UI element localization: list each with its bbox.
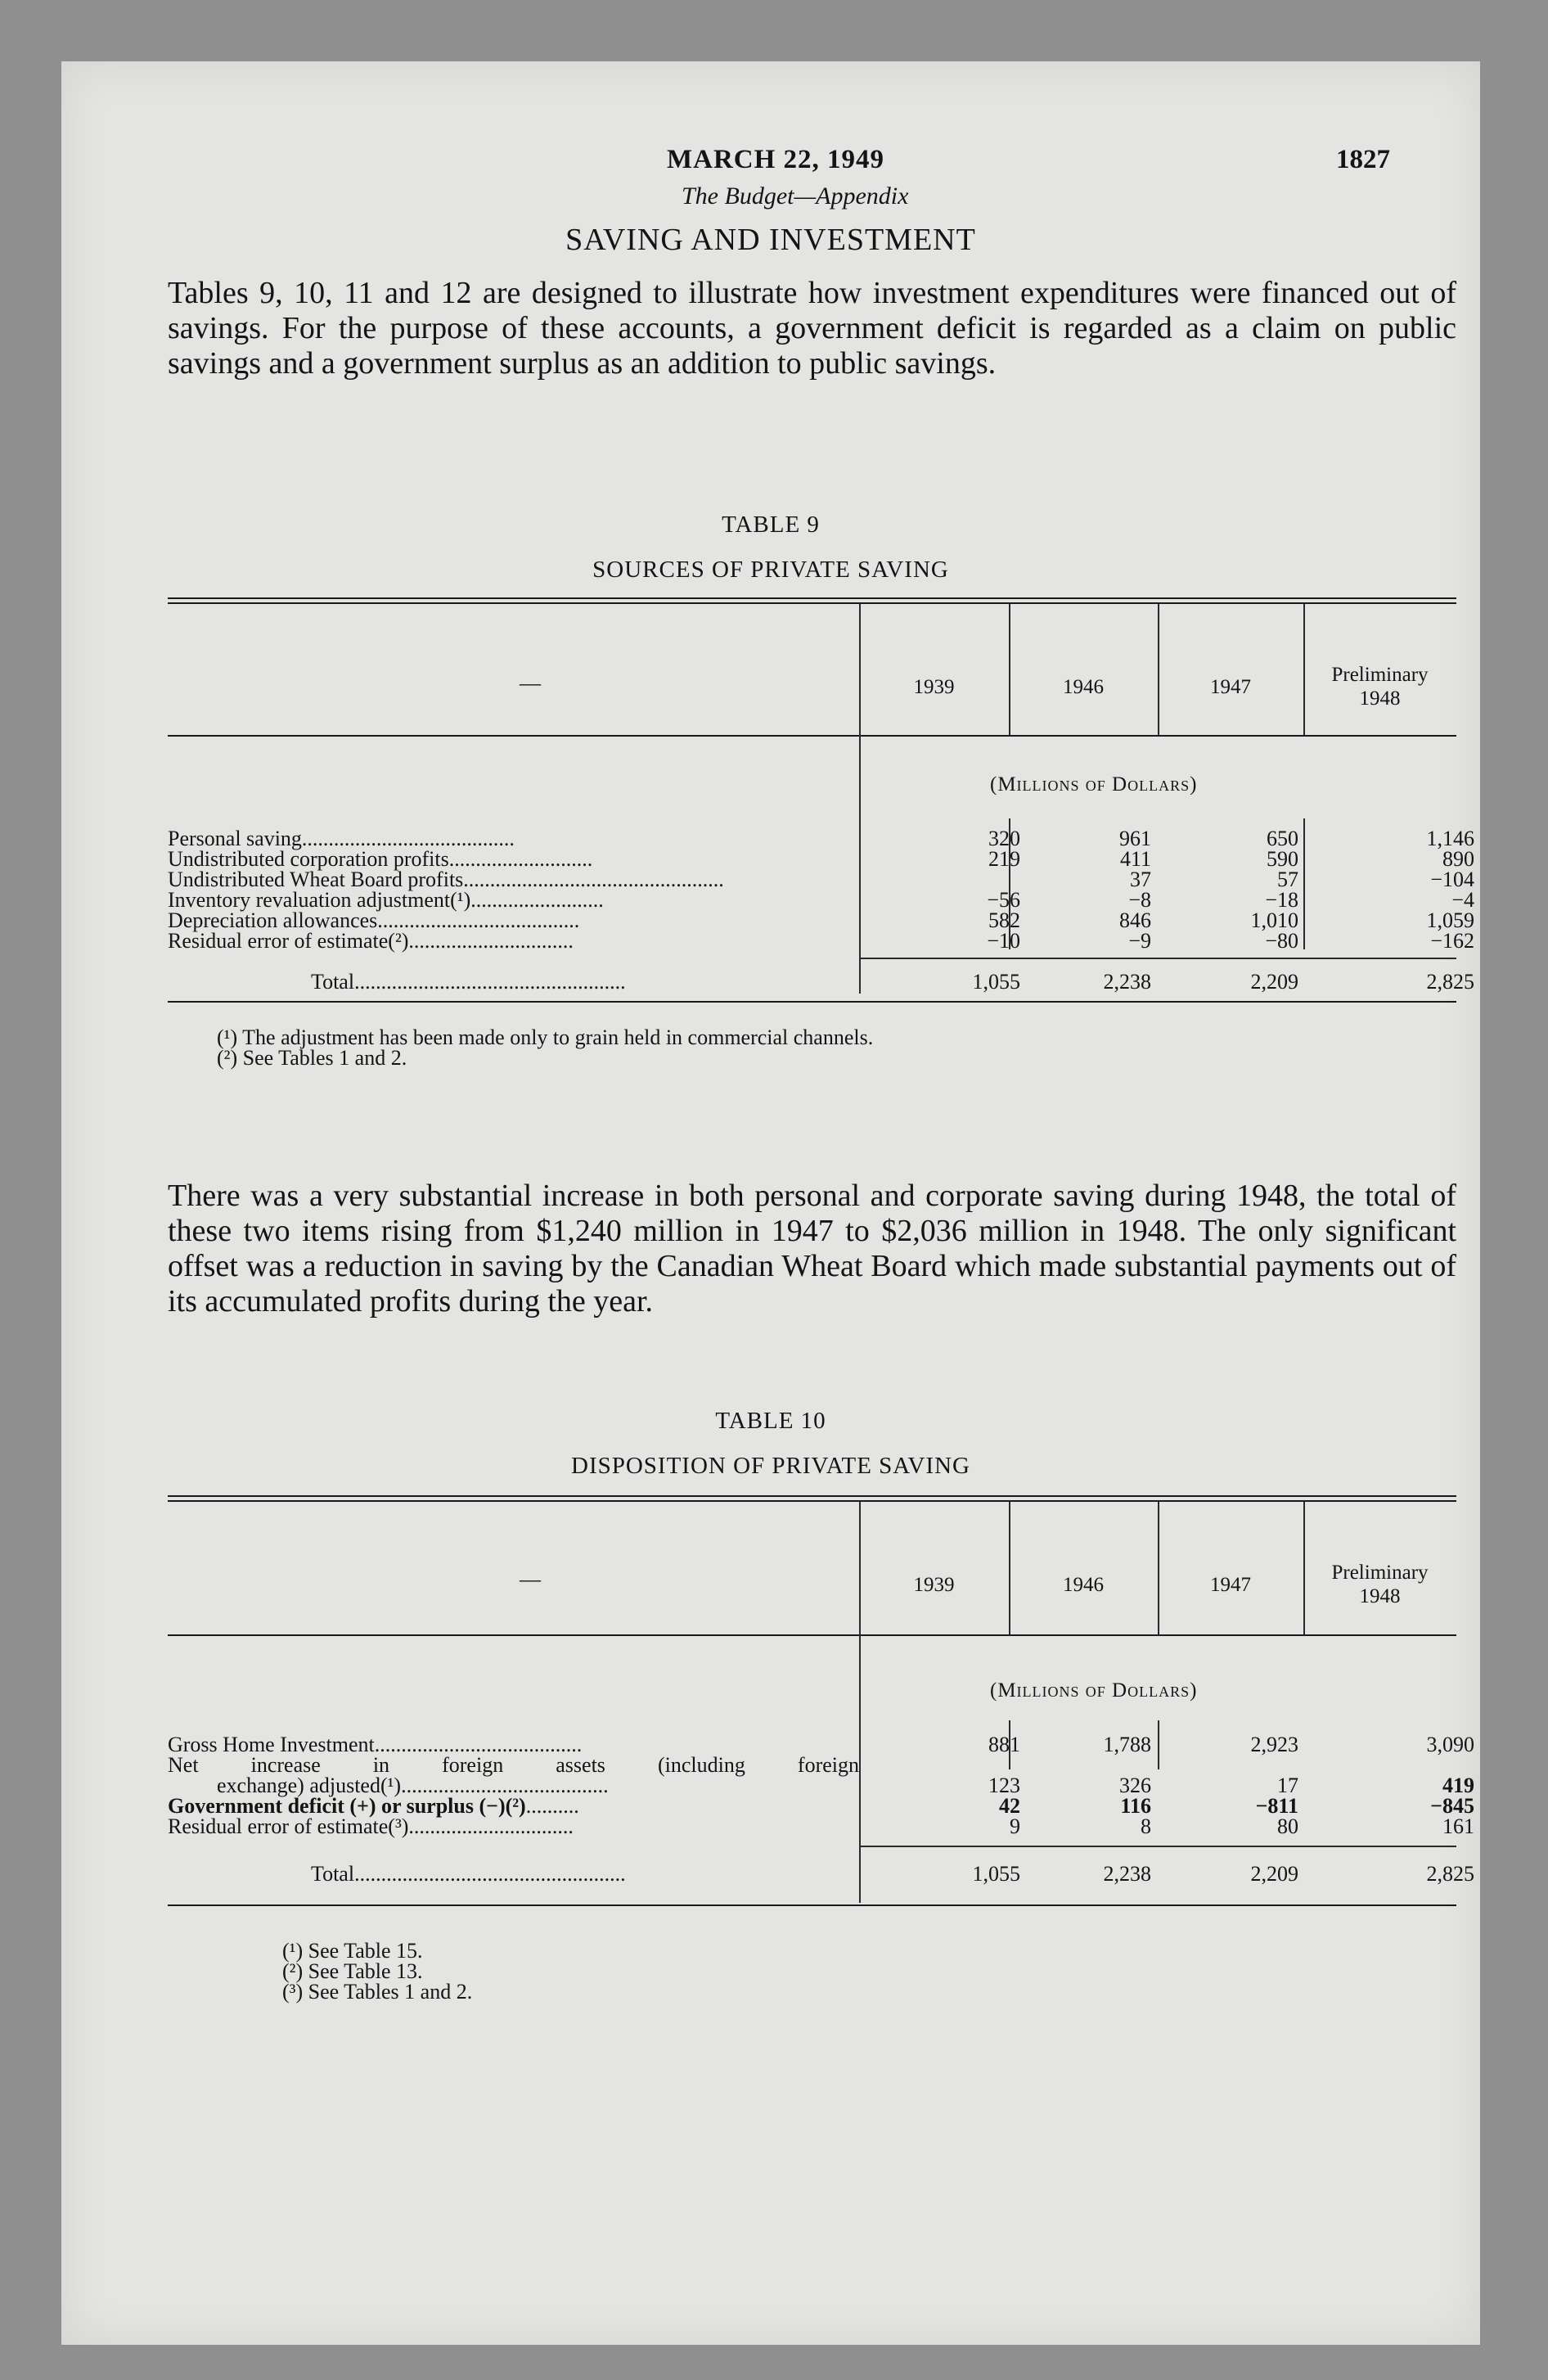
cell: 650 [1267, 827, 1298, 850]
cell: 582 [988, 908, 1020, 932]
table-rule [168, 1001, 1456, 1003]
column-header-line: Preliminary [1331, 1562, 1429, 1584]
column-header: 1939 [913, 1574, 955, 1596]
cell: 9 [1010, 1814, 1020, 1838]
leader-dots: ................................................. [463, 868, 724, 891]
table-row [168, 929, 1474, 953]
cell: 326 [1119, 1774, 1151, 1797]
row-label: Depreciation allowances [168, 908, 378, 932]
table-rule [168, 1495, 1456, 1497]
table-total-row [168, 970, 1474, 994]
cell: 17 [1277, 1774, 1298, 1797]
footnote: (²) See Table 13. [282, 1959, 423, 1983]
cell: 961 [1119, 827, 1151, 850]
footnote: (¹) The adjustment has been made only to grain held in commercial channels. [217, 1025, 874, 1049]
cell: 2,238 [1103, 970, 1151, 994]
leader-dots: ....................................... [401, 1774, 609, 1797]
cell: 219 [988, 847, 1020, 871]
table-rule [168, 1904, 1456, 1906]
cell: 2,209 [1250, 1862, 1298, 1886]
column-header: 1946 [1063, 1574, 1104, 1596]
table-rule [168, 1634, 1456, 1636]
cell: −18 [1265, 888, 1298, 912]
cell: 1,055 [972, 970, 1020, 994]
cell: 1,010 [1250, 908, 1298, 932]
table-total-row [168, 1862, 1474, 1886]
cell: 1,059 [1426, 908, 1474, 932]
header-subtitle: The Budget—Appendix [682, 183, 909, 210]
cell: −56 [987, 888, 1020, 912]
cell: 411 [1119, 847, 1151, 871]
row-label: Government deficit (+) or surplus (−)(²) [168, 1794, 526, 1818]
leader-dots: ........................... [448, 847, 593, 871]
leader-dots: ............................... [408, 929, 574, 953]
column-header: 1946 [1063, 676, 1104, 698]
leader-dots: ................................................... [354, 970, 626, 994]
column-header: 1939 [913, 676, 955, 698]
section-title: SAVING AND INVESTMENT [565, 223, 976, 257]
document-page [61, 61, 1480, 2345]
cell: 123 [988, 1774, 1020, 1797]
cell: 1,146 [1426, 827, 1474, 850]
cell: 320 [988, 827, 1020, 850]
table9-label: TABLE 9 [722, 512, 820, 538]
intro-paragraph: Tables 9, 10, 11 and 12 are designed to illustrate how investment expenditures were financed out of savings. For the purpose of these accounts, a government deficit is regarded as a claim on public savings and a government surplus as an addition to public savings. [168, 276, 1456, 381]
cell: −811 [1255, 1794, 1298, 1818]
cell: 590 [1267, 847, 1298, 871]
table10 [168, 1495, 1474, 2052]
table-rule [168, 735, 1456, 737]
table9-title: SOURCES OF PRIVATE SAVING [592, 557, 949, 583]
table10-title: DISPOSITION OF PRIVATE SAVING [571, 1453, 970, 1479]
subtotal-rule [859, 958, 1456, 959]
table-rule [168, 602, 1456, 604]
cell: −4 [1451, 888, 1474, 912]
column-header-line: 1948 [1359, 1585, 1401, 1607]
column-header-line: 1948 [1359, 687, 1401, 710]
cell: 3,090 [1426, 1733, 1474, 1756]
leader-dots: ......................... [470, 888, 604, 912]
cell: 37 [1130, 868, 1151, 891]
body-paragraph: There was a very substantial increase in both personal and corporate saving during 1948, the total of these two items rising from $1,240 million in 1947 to $2,036 million in 1948. The only significant offset was a reduction in saving by the Canadian Wheat Board which made substantial payments out of its accumulated profits during the year. [168, 1179, 1456, 1318]
column-header-line: Preliminary [1331, 664, 1429, 686]
footnote: (¹) See Table 15. [282, 1939, 423, 1963]
cell: 161 [1442, 1814, 1474, 1838]
row-label: Undistributed corporation profits [168, 847, 449, 871]
row-label: exchange) adjusted(¹) [217, 1774, 402, 1797]
cell: 57 [1277, 868, 1298, 891]
cell: 8 [1141, 1814, 1151, 1838]
header-date: MARCH 22, 1949 [667, 145, 885, 174]
row-label: Net increase in foreign assets (including foreign [168, 1753, 859, 1777]
units-label: (Millions of Dollars) [990, 773, 1198, 796]
column-header [1303, 1561, 1456, 1608]
leader-dots: ....................................... [374, 1733, 583, 1756]
footnote: (²) See Tables 1 and 2. [217, 1046, 407, 1070]
cell: 1,055 [972, 1862, 1020, 1886]
cell: −8 [1128, 888, 1151, 912]
row-label: Total [311, 1862, 355, 1886]
row-label: Total [311, 970, 355, 994]
row-label: Undistributed Wheat Board profits [168, 868, 464, 891]
cell: 2,923 [1250, 1733, 1298, 1756]
leader-dots: ............................... [408, 1814, 574, 1838]
page-number: 1827 [1336, 145, 1390, 174]
stub-header: — [520, 671, 541, 695]
cell: 42 [999, 1794, 1020, 1818]
column-header [1303, 663, 1456, 710]
column-divider [1158, 604, 1159, 735]
leader-dots: ................................................... [354, 1862, 626, 1886]
table9 [168, 597, 1474, 1070]
cell: −845 [1430, 1794, 1474, 1818]
leader-dots: ...................................... [377, 908, 580, 932]
cell: 846 [1119, 908, 1151, 932]
table-row [168, 1814, 1474, 1839]
cell: 881 [988, 1733, 1020, 1756]
cell: 116 [1120, 1794, 1151, 1818]
table-rule [168, 1500, 1456, 1502]
row-label: Residual error of estimate(³) [168, 1814, 409, 1838]
cell: 2,209 [1250, 970, 1298, 994]
leader-dots: .......... [525, 1794, 579, 1818]
cell: 80 [1277, 1814, 1298, 1838]
cell: −162 [1430, 929, 1474, 953]
cell: 2,825 [1426, 970, 1474, 994]
cell: −9 [1128, 929, 1151, 953]
cell: 2,825 [1426, 1862, 1474, 1886]
column-divider [859, 1502, 861, 1903]
row-label: Personal saving [168, 827, 302, 850]
row-label: Residual error of estimate(²) [168, 929, 409, 953]
table-rule [168, 597, 1456, 599]
cell: −80 [1265, 929, 1298, 953]
column-divider [1009, 604, 1010, 735]
cell: 890 [1442, 847, 1474, 871]
stub-header: — [520, 1567, 541, 1591]
column-header: 1947 [1210, 676, 1251, 698]
row-label: Inventory revaluation adjustment(¹) [168, 888, 471, 912]
leader-dots: ........................................ [301, 827, 515, 850]
units-label: (Millions of Dollars) [990, 1679, 1198, 1702]
table10-label: TABLE 10 [715, 1408, 826, 1434]
cell: 1,788 [1103, 1733, 1151, 1756]
footnote: (³) See Tables 1 and 2. [282, 1980, 473, 2004]
cell: −10 [987, 929, 1020, 953]
column-divider [1009, 1502, 1010, 1634]
row-label: Gross Home Investment [168, 1733, 375, 1756]
column-divider [1158, 1502, 1159, 1634]
subtotal-rule [859, 1846, 1456, 1847]
cell: 2,238 [1103, 1862, 1151, 1886]
cell: −104 [1430, 868, 1474, 891]
column-header: 1947 [1210, 1574, 1251, 1596]
cell: 419 [1442, 1774, 1474, 1797]
